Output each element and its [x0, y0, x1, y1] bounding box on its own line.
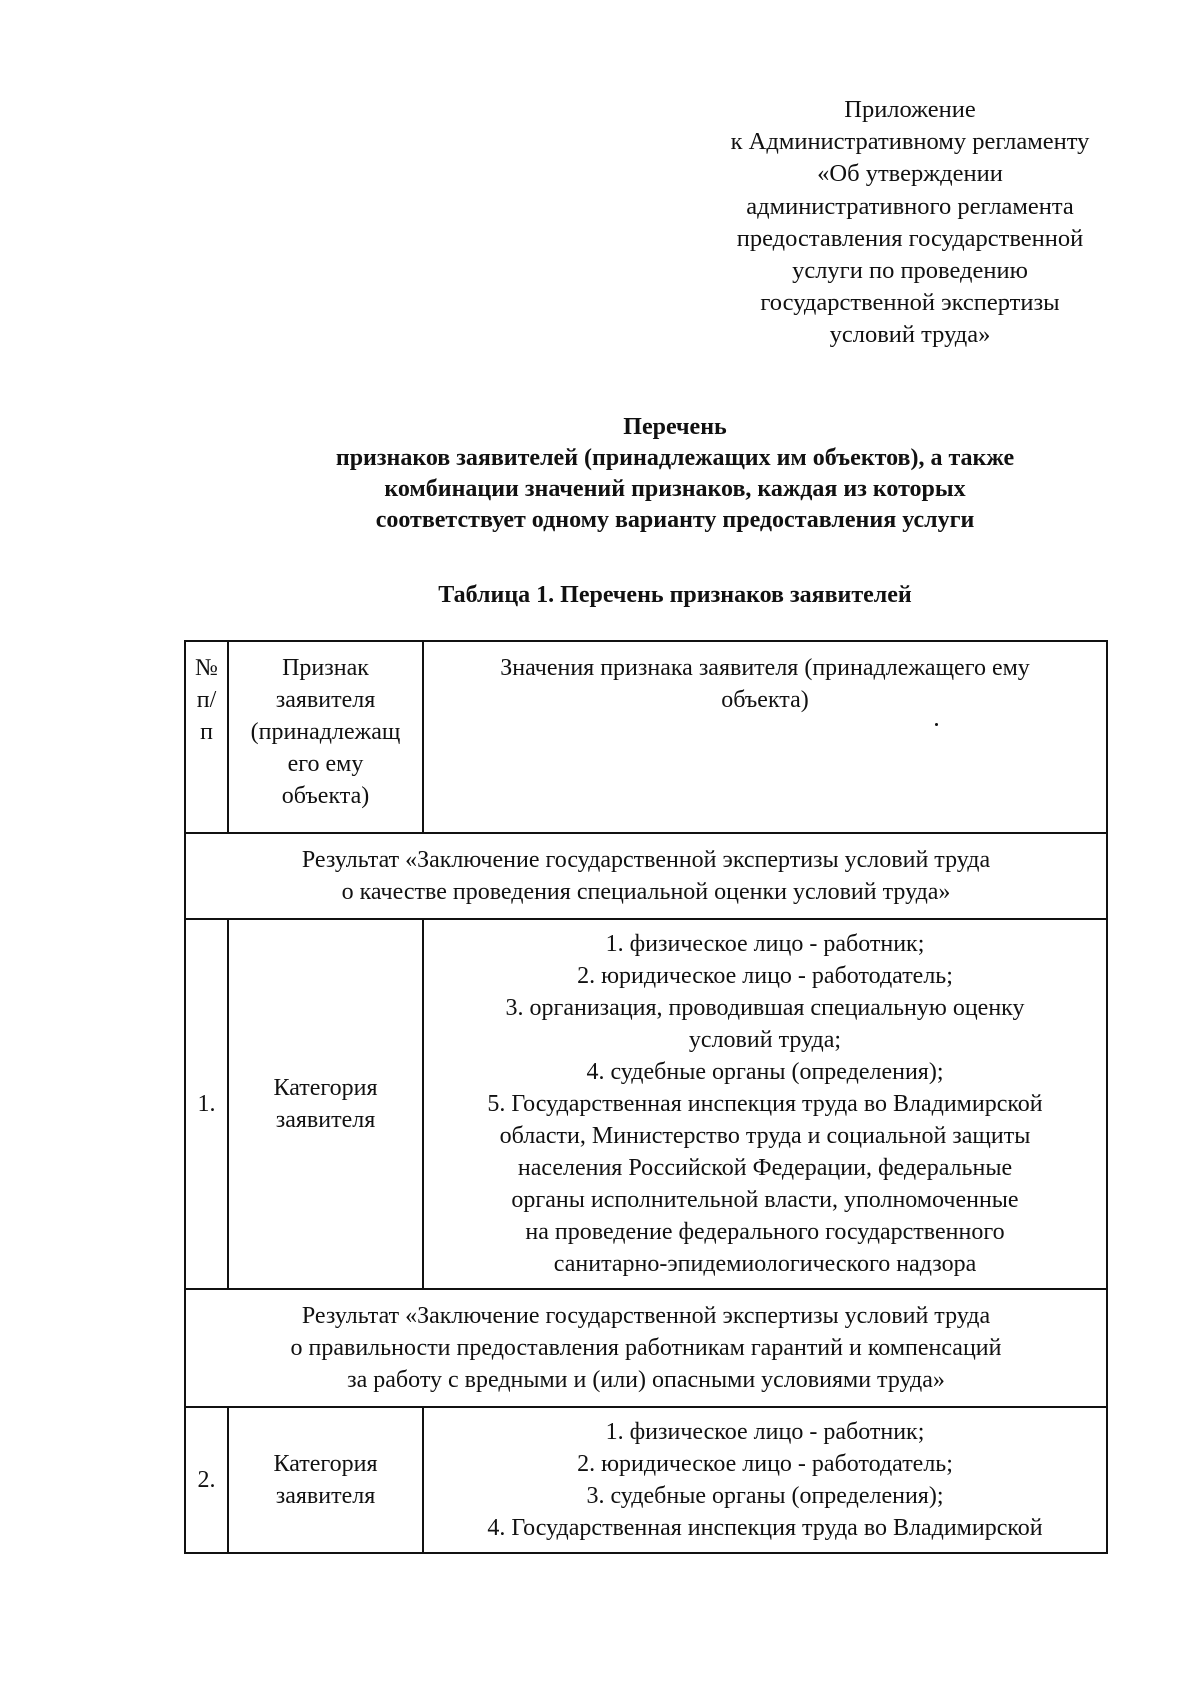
header-value-cell — [423, 641, 1107, 833]
heading-line: комбинации значений признаков, каждая из которых — [384, 476, 966, 502]
row-value-line: 2. юридическое лицо - работодатель; — [577, 1451, 953, 1477]
row-value-line: 1. физическое лицо - работник; — [605, 931, 925, 957]
table-header-row — [185, 641, 1107, 833]
result-line: Результат «Заключение государственной экспертизы условий труда — [301, 847, 991, 873]
header-attr-line: (принадлежащ — [250, 719, 401, 745]
row-value-line: на проведение федерального государственного — [525, 1219, 1005, 1245]
appendix-line: к Административному регламенту — [730, 128, 1090, 156]
row-attr-line: заявителя — [275, 1107, 376, 1133]
result-line: о правильности предоставления работникам гарантий и компенсаций — [290, 1335, 1002, 1361]
row-value-line: санитарно-эпидемиологического надзора — [553, 1251, 977, 1277]
header-attr-line: объекта) — [281, 783, 370, 809]
result-row — [185, 1289, 1107, 1407]
appendix-line: административного регламента — [746, 192, 1074, 220]
header-attr-line: заявителя — [275, 687, 376, 713]
row-value-line: 3. организация, проводившая специальную оценку — [505, 995, 1025, 1021]
table-row — [185, 919, 1107, 1289]
result-row — [185, 833, 1107, 919]
header-num-cell — [185, 641, 228, 833]
appendix-line: услуги по проведению — [792, 257, 1028, 285]
row-value-line: 5. Государственная инспекция труда во Владимирской — [487, 1091, 1043, 1117]
scan-speck-dot — [935, 723, 938, 726]
row-num-cell: 1. — [185, 919, 228, 1289]
appendix-block — [705, 94, 1115, 352]
row-attr-line: Категория — [273, 1075, 378, 1101]
appendix-line: «Об утверждении — [817, 160, 1003, 188]
table-caption: Таблица 1. Перечень признаков заявителей — [438, 582, 912, 608]
result-line: Результат «Заключение государственной экспертизы условий труда — [301, 1303, 991, 1329]
result-line: за работу с вредными и (или) опасными условиями труда» — [347, 1367, 945, 1393]
row-value-line: 4. Государственная инспекция труда во Владимирской — [487, 1515, 1043, 1541]
row-attr-cell — [228, 1407, 423, 1553]
heading-line: признаков заявителей (принадлежащих им объектов), а также — [335, 445, 1015, 471]
row-values-cell — [423, 1407, 1107, 1553]
header-num-line: п/ — [196, 687, 217, 713]
header-value-line: объекта) — [721, 687, 809, 713]
header-value-line: Значения признака заявителя (принадлежащего ему — [500, 655, 1030, 681]
header-attr-line: его ему — [287, 751, 364, 777]
appendix-line: Приложение — [844, 96, 976, 123]
header-num-line: № — [195, 655, 218, 681]
row-value-line: органы исполнительной власти, уполномоченные — [511, 1187, 1019, 1213]
header-num-line: п — [200, 719, 213, 745]
result-line: о качестве проведения специальной оценки условий труда» — [341, 879, 951, 905]
row-num-cell: 2. — [185, 1407, 228, 1553]
heading-line: соответствует одному варианту предоставления услуги — [375, 507, 975, 533]
row-values-cell — [423, 919, 1107, 1289]
appendix-line: предоставления государственной — [736, 224, 1084, 252]
row-value-line: населения Российской Федерации, федеральные — [517, 1155, 1013, 1181]
header-attr-line: Признак — [282, 655, 369, 681]
header-attr-cell — [228, 641, 423, 833]
row-value-line: 1. физическое лицо - работник; — [605, 1419, 925, 1445]
row-attr-cell — [228, 919, 423, 1289]
appendix-line: условий труда» — [829, 321, 991, 349]
appendix-line: государственной экспертизы — [760, 289, 1060, 317]
table-row — [185, 1407, 1107, 1553]
row-value-line: 3. судебные органы (определения); — [586, 1483, 944, 1509]
row-value-line: условий труда; — [688, 1027, 842, 1053]
row-attr-line: Категория — [273, 1451, 378, 1477]
result-cell — [185, 833, 1107, 919]
row-value-line: 2. юридическое лицо - работодатель; — [577, 963, 953, 989]
row-attr-line: заявителя — [275, 1483, 376, 1509]
applicant-attributes-table — [184, 640, 1108, 1554]
row-value-line: 4. судебные органы (определения); — [586, 1059, 944, 1085]
document-heading — [170, 412, 1180, 536]
heading-title: Перечень — [623, 414, 727, 440]
row-value-line: области, Министерство труда и социальной защиты — [499, 1123, 1031, 1149]
result-cell — [185, 1289, 1107, 1407]
